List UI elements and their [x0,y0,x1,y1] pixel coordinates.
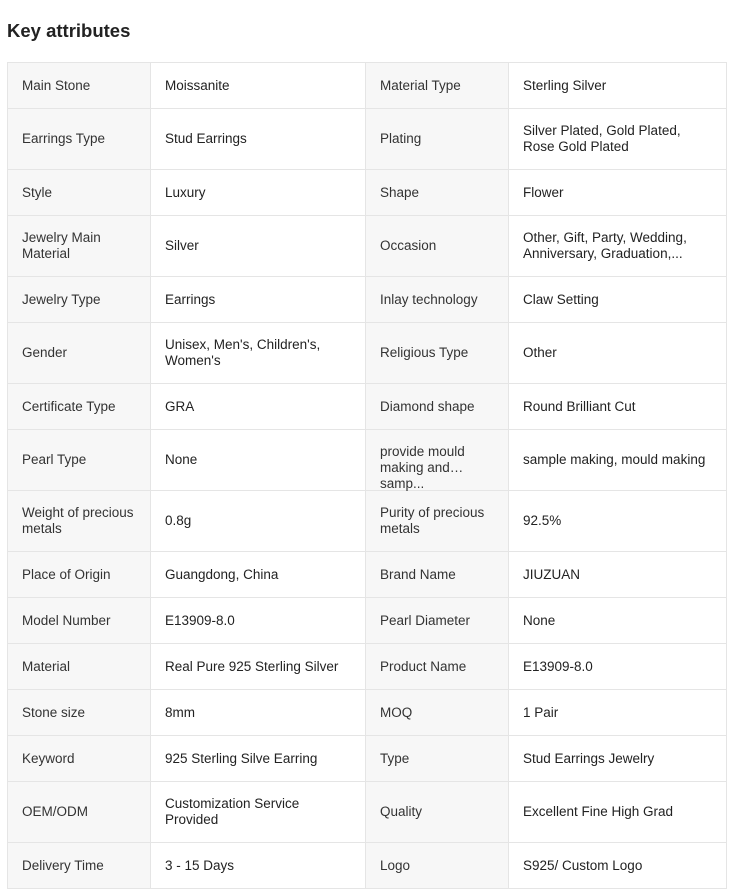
attribute-value-text: Claw Setting [523,291,599,307]
attribute-value [151,552,366,598]
attribute-label-text: provide mould making and samp... [380,444,465,491]
attribute-label [366,782,509,843]
attribute-label-text: Pearl Type [22,452,87,467]
attribute-label [366,384,509,430]
section-title: Key attributes [7,20,131,41]
attribute-value [509,216,727,277]
attribute-value-text: 925 Sterling Silve Earring [165,750,318,766]
attribute-value-text: 92.5% [523,513,562,528]
attribute-value-text: 8mm [165,704,195,720]
attribute-label-text: Gender [22,345,68,360]
attribute-label [8,170,151,216]
attribute-label [8,552,151,598]
attribute-label [8,491,151,552]
table-row [8,63,727,109]
attribute-value-text: Round Brilliant Cut [523,398,636,414]
table-row [8,170,727,216]
attribute-label [366,598,509,644]
attribute-value [509,843,727,889]
attribute-value-text: 3 - 15 Days [165,857,235,873]
attribute-value-text: Real Pure 925 Sterling Silver [165,658,339,674]
attribute-label-text: Jewelry Main Material [22,230,101,261]
attribute-label [8,63,151,109]
attribute-label [8,430,151,491]
attribute-value-text: GRA [165,398,195,414]
attribute-value-text: E13909-8.0 [523,658,593,674]
attribute-label [366,323,509,384]
attribute-value-text: Customization Service Provided [165,796,300,827]
attribute-value-text: Guangdong, China [165,566,279,582]
attribute-label-text: Jewelry Type [22,291,101,307]
table-row [8,323,727,384]
attribute-value [151,109,366,170]
attribute-value [151,690,366,736]
attribute-value-text: Earrings [165,291,216,307]
attribute-label-text: Delivery Time [22,857,104,873]
attribute-value-text: Other [523,345,557,360]
attribute-value [151,736,366,782]
attribute-label-text: Diamond shape [380,398,475,414]
attribute-label-text: Place of Origin [22,566,111,582]
attribute-label [8,736,151,782]
attribute-label-text: Type [380,750,410,766]
attribute-value [151,644,366,690]
table-row [8,644,727,690]
attribute-value-text: E13909-8.0 [165,612,235,628]
attribute-value [151,277,366,323]
attribute-value-text: Silver Plated, Gold Plated, Rose Gold Plated [523,123,681,154]
attribute-label-text: Keyword [22,750,75,766]
table-row [8,216,727,277]
attribute-label-text: Purity of precious metals [380,505,485,536]
table-row [8,598,727,644]
attribute-value-text: Stud Earrings [165,131,247,146]
attribute-value-text: None [165,452,198,467]
attribute-label-text: Stone size [22,704,86,720]
attribute-label-text: Logo [380,857,411,873]
attribute-label [366,552,509,598]
attribute-label [366,690,509,736]
attribute-value [509,63,727,109]
attribute-value [509,782,727,843]
attribute-label [366,736,509,782]
attributes-table-body [8,63,727,889]
attribute-label-text: Pearl Diameter [380,612,471,628]
attribute-label [366,63,509,109]
table-row [8,384,727,430]
attribute-value-text: Unisex, Men's, Children's, Women's [165,337,321,368]
attribute-label [366,430,509,491]
attribute-value [509,277,727,323]
attribute-value [151,491,366,552]
attribute-value [151,170,366,216]
attribute-value-text: S925/ Custom Logo [523,857,643,873]
table-row [8,277,727,323]
attribute-label [8,216,151,277]
attribute-label-text: Material [22,658,71,674]
attribute-label [8,690,151,736]
attribute-label-text: Shape [380,184,420,200]
attribute-label [8,598,151,644]
attribute-label-text: OEM/ODM [22,804,88,819]
attribute-value-text: Silver [165,238,199,253]
attribute-label-text: Religious Type [380,345,469,360]
attribute-label [8,384,151,430]
attribute-label [8,644,151,690]
attribute-value [151,323,366,384]
attribute-value [509,491,727,552]
attribute-value [151,430,366,491]
attribute-value-text: Other, Gift, Party, Wedding, Anniversary, Graduation,... [523,230,687,261]
attribute-value [151,216,366,277]
table-row [8,430,727,491]
attribute-label [366,843,509,889]
attribute-label [8,277,151,323]
attribute-value [151,782,366,843]
attribute-value [509,552,727,598]
attribute-label [366,491,509,552]
attribute-label-text: Weight of precious metals [22,505,134,536]
attribute-value-text: Excellent Fine High Grad [523,804,674,819]
attribute-label-text: Material Type [380,77,461,93]
attribute-value-text: Luxury [165,184,206,200]
attribute-value [509,644,727,690]
attribute-value [509,690,727,736]
attribute-value-text: sample making, mould making [523,452,706,467]
attribute-value [509,598,727,644]
attribute-value [509,170,727,216]
attribute-value-text: JIUZUAN [523,566,580,582]
attribute-label-text: Main Stone [22,77,91,93]
attribute-value-text: Sterling Silver [523,77,607,93]
attribute-value [509,109,727,170]
attribute-value [509,430,727,491]
table-row [8,782,727,843]
attribute-value-text: 0.8g [165,513,192,528]
attributes-table [7,62,727,889]
attribute-label-text: Earrings Type [22,131,106,146]
attribute-label [366,277,509,323]
attribute-value [151,63,366,109]
attribute-value [151,598,366,644]
attribute-label [366,109,509,170]
attribute-value [509,323,727,384]
attribute-value-text: Stud Earrings Jewelry [523,750,655,766]
attribute-label [366,216,509,277]
table-row [8,491,727,552]
table-row [8,736,727,782]
attribute-label-text: Quality [380,804,423,819]
attribute-value-text: None [523,612,556,628]
attribute-label-text: MOQ [380,704,413,720]
attribute-label-text: Style [22,184,53,200]
attribute-label [8,782,151,843]
attribute-value [509,736,727,782]
table-row [8,552,727,598]
attribute-value-text: Moissanite [165,77,230,93]
table-row [8,843,727,889]
attribute-label-text: Occasion [380,238,437,253]
attribute-label-text: Inlay technology [380,291,478,307]
attribute-label [366,644,509,690]
attribute-value-text: Flower [523,184,564,200]
attribute-value [151,384,366,430]
attribute-label-text: Plating [380,131,422,146]
attribute-label-text: Brand Name [380,566,456,582]
attribute-label [8,843,151,889]
attribute-label [8,109,151,170]
attribute-label-text: Product Name [380,658,467,674]
attribute-value-text: 1 Pair [523,704,559,720]
attribute-label [366,170,509,216]
attribute-label-text: Model Number [22,612,111,628]
attribute-value [151,843,366,889]
table-row [8,109,727,170]
table-row [8,690,727,736]
attribute-label [8,323,151,384]
attribute-label-text: Certificate Type [22,398,116,414]
attribute-value [509,384,727,430]
